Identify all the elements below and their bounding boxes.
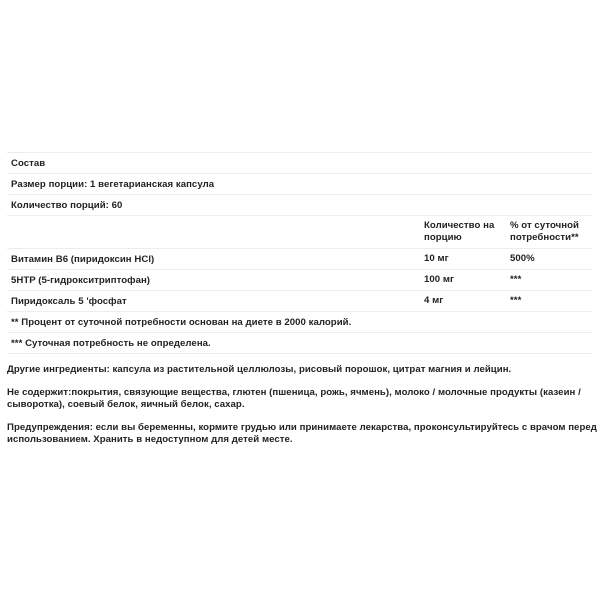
- ingredient-row: [7, 291, 592, 312]
- ingredient-name: Пиридоксаль 5 'фосфат: [11, 295, 127, 307]
- warnings: Предупреждения: если вы беременны, кормите грудью или принимаете лекарства, проконсультируйтесь с врачом перед использованием. Хранить в недоступном для детей месте.: [7, 421, 597, 445]
- footnote-row: [7, 333, 592, 354]
- ingredient-daily-value: ***: [510, 295, 522, 306]
- ingredient-daily-value: ***: [510, 274, 522, 285]
- footnote-not-established: *** Суточная потребность не определена.: [11, 337, 211, 349]
- ingredient-name: Витамин B6 (пиридоксин HCl): [11, 253, 155, 265]
- footnote-row: [7, 312, 592, 333]
- does-not-contain: Не содержит:покрытия, связующие вещества, глютен (пшеница, рожь, ячмень), молоко / молочные продукты (казеин / сыворотка), соевый белок, яичный белок, сахар.: [7, 386, 581, 410]
- ingredient-daily-value: 500%: [510, 253, 535, 264]
- ingredient-row: [7, 249, 592, 270]
- ingredient-row: [7, 270, 592, 291]
- footnote-daily-value-basis: ** Процент от суточной потребности основан на диете в 2000 калорий.: [11, 316, 352, 328]
- ingredient-amount: 10 мг: [424, 253, 449, 264]
- ingredient-amount: 4 мг: [424, 295, 444, 306]
- ingredient-name: 5HTP (5-гидрокситриптофан): [11, 274, 151, 286]
- column-header-amount: Количество на порцию: [424, 220, 495, 243]
- other-ingredients: Другие ингредиенты: капсула из растительной целлюлозы, рисовый порошок, цитрат магния и лейцин.: [7, 364, 512, 375]
- ingredient-amount: 100 мг: [424, 274, 455, 285]
- servings-per-container-row: [7, 195, 592, 216]
- column-header-row: [7, 216, 592, 249]
- facts-title-row: [7, 153, 592, 174]
- serving-size-row: [7, 174, 592, 195]
- column-header-daily-value: % от суточной потребности**: [510, 220, 579, 243]
- servings-per-container: Количество порций: 60: [11, 199, 123, 211]
- serving-size: Размер порции: 1 вегетарианская капсула: [11, 178, 215, 190]
- supplement-facts-table: [7, 152, 592, 354]
- product-notes: [7, 364, 597, 457]
- facts-title: Состав: [11, 157, 46, 169]
